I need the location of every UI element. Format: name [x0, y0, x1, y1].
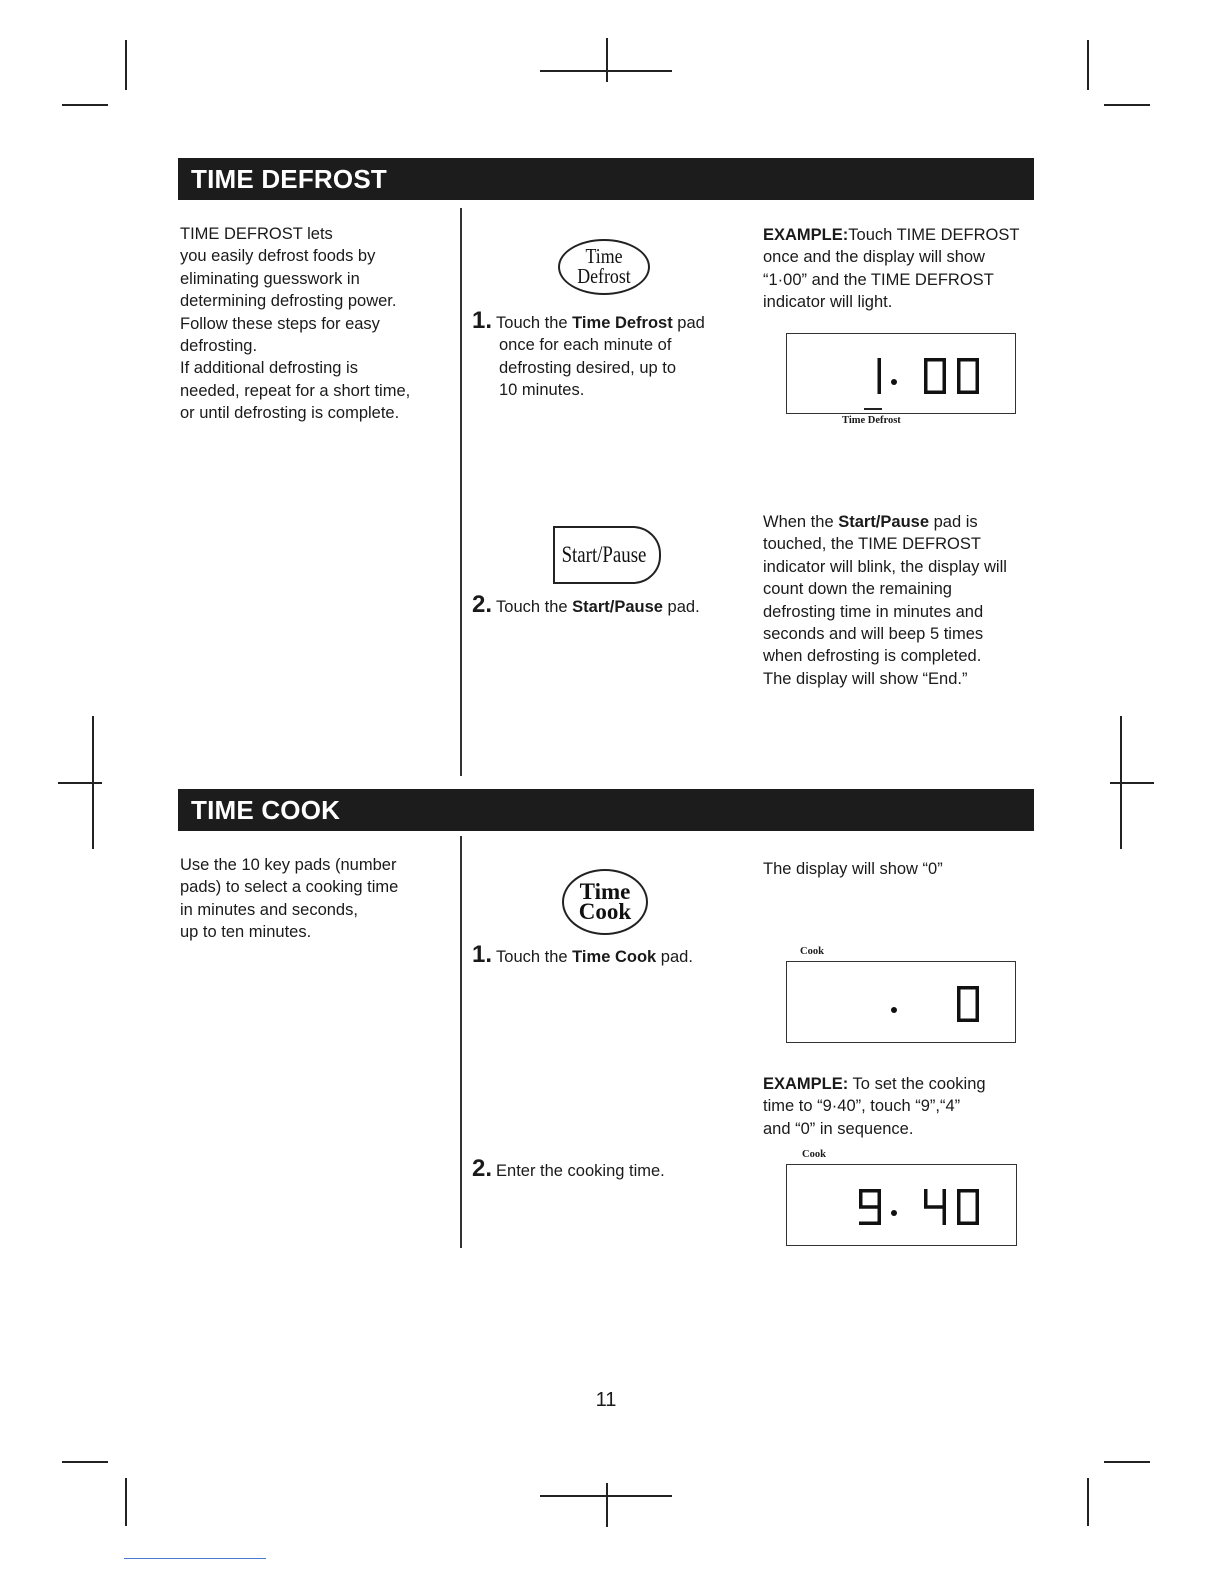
- example-text: EXAMPLE:Touch TIME DEFROST once and the display will show “1·00” and the TIME DEFROST indicator will light.: [763, 226, 1020, 312]
- section-title: TIME COOK: [191, 795, 341, 825]
- intro-paragraph: Use the 10 key pads (number pads) to select a cooking time in minutes and seconds, up to ten minutes.: [180, 856, 399, 942]
- lcd-segment: [878, 358, 882, 376]
- time-defrost-pad: Time Defrost: [558, 239, 650, 295]
- lcd-segment: [957, 1189, 961, 1207]
- lcd-colon-dot: [891, 379, 897, 385]
- display-time-defrost: [786, 333, 1016, 414]
- lcd-segment: [943, 358, 947, 376]
- indicator-cook: Cook: [800, 946, 824, 957]
- lcd-segment: [957, 986, 961, 1004]
- section-header-time-defrost: [178, 158, 1034, 200]
- display-note: The display will show “0”: [763, 860, 943, 878]
- column-divider: [460, 208, 462, 776]
- lcd-digits: [787, 1165, 1016, 1245]
- lcd-segment: [957, 376, 961, 394]
- section-header-time-cook: [178, 789, 1034, 831]
- lcd-segment: [859, 1222, 881, 1226]
- time-cook-pad: Time Cook: [562, 869, 648, 935]
- lcd-segment: [924, 1189, 928, 1207]
- lcd-segment: [859, 1205, 881, 1209]
- lcd-segment: [878, 1189, 882, 1207]
- display-cook-940: [786, 1164, 1017, 1246]
- step-2: 2. Enter the cooking time.: [472, 1155, 665, 1182]
- lcd-colon-dot: [891, 1007, 897, 1013]
- lcd-digits: [787, 962, 1015, 1042]
- lcd-segment: [924, 376, 928, 394]
- lcd-segment: [924, 358, 928, 376]
- lcd-segment: [976, 1189, 980, 1207]
- countdown-note: When the Start/Pause pad is touched, the TIME DEFROST indicator will blink, the display will count down the remaining defrosting time in minutes and seconds and will beep 5 times when defrosting is completed. The display will show “End.”: [763, 513, 1007, 688]
- intro-paragraph: TIME DEFROST lets you easily defrost foods by eliminating guesswork in determining defrosting power. Follow these steps for easy defrosting. If additional defrosting is needed, repeat for a short time, or until defrosting is complete.: [180, 225, 411, 423]
- column-divider: [460, 836, 462, 1248]
- lcd-segment: [943, 1207, 947, 1225]
- step-2: 2. Touch the Start/Pause pad.: [472, 591, 700, 618]
- lcd-segment: [943, 1189, 947, 1207]
- start-pause-pad: Start/Pause: [553, 526, 661, 584]
- lcd-segment: [957, 358, 961, 376]
- lcd-colon-dot: [891, 1210, 897, 1216]
- indicator-cook: Cook: [802, 1149, 826, 1160]
- lcd-segment: [976, 358, 980, 376]
- example-text: EXAMPLE: To set the cooking time to “9·40”, touch “9”,“4” and “0” in sequence.: [763, 1075, 986, 1138]
- lcd-segment: [957, 1004, 961, 1022]
- step-1: 1. Touch the Time Cook pad.: [472, 941, 693, 968]
- indicator-bar: [864, 408, 882, 410]
- indicator-time-defrost: Time Defrost: [842, 415, 901, 426]
- lcd-segment: [859, 1189, 863, 1207]
- display-cook-zero: [786, 961, 1016, 1043]
- lcd-segment: [878, 376, 882, 394]
- lcd-segment: [976, 986, 980, 1004]
- lcd-digits: [787, 334, 1015, 413]
- step-1: 1. Touch the Time Defrost pad once for each minute of defrosting desired, up to 10 minutes.: [472, 307, 705, 400]
- section-title: TIME DEFROST: [191, 164, 387, 194]
- lcd-segment: [957, 1207, 961, 1225]
- page-number: 11: [595, 1389, 617, 1411]
